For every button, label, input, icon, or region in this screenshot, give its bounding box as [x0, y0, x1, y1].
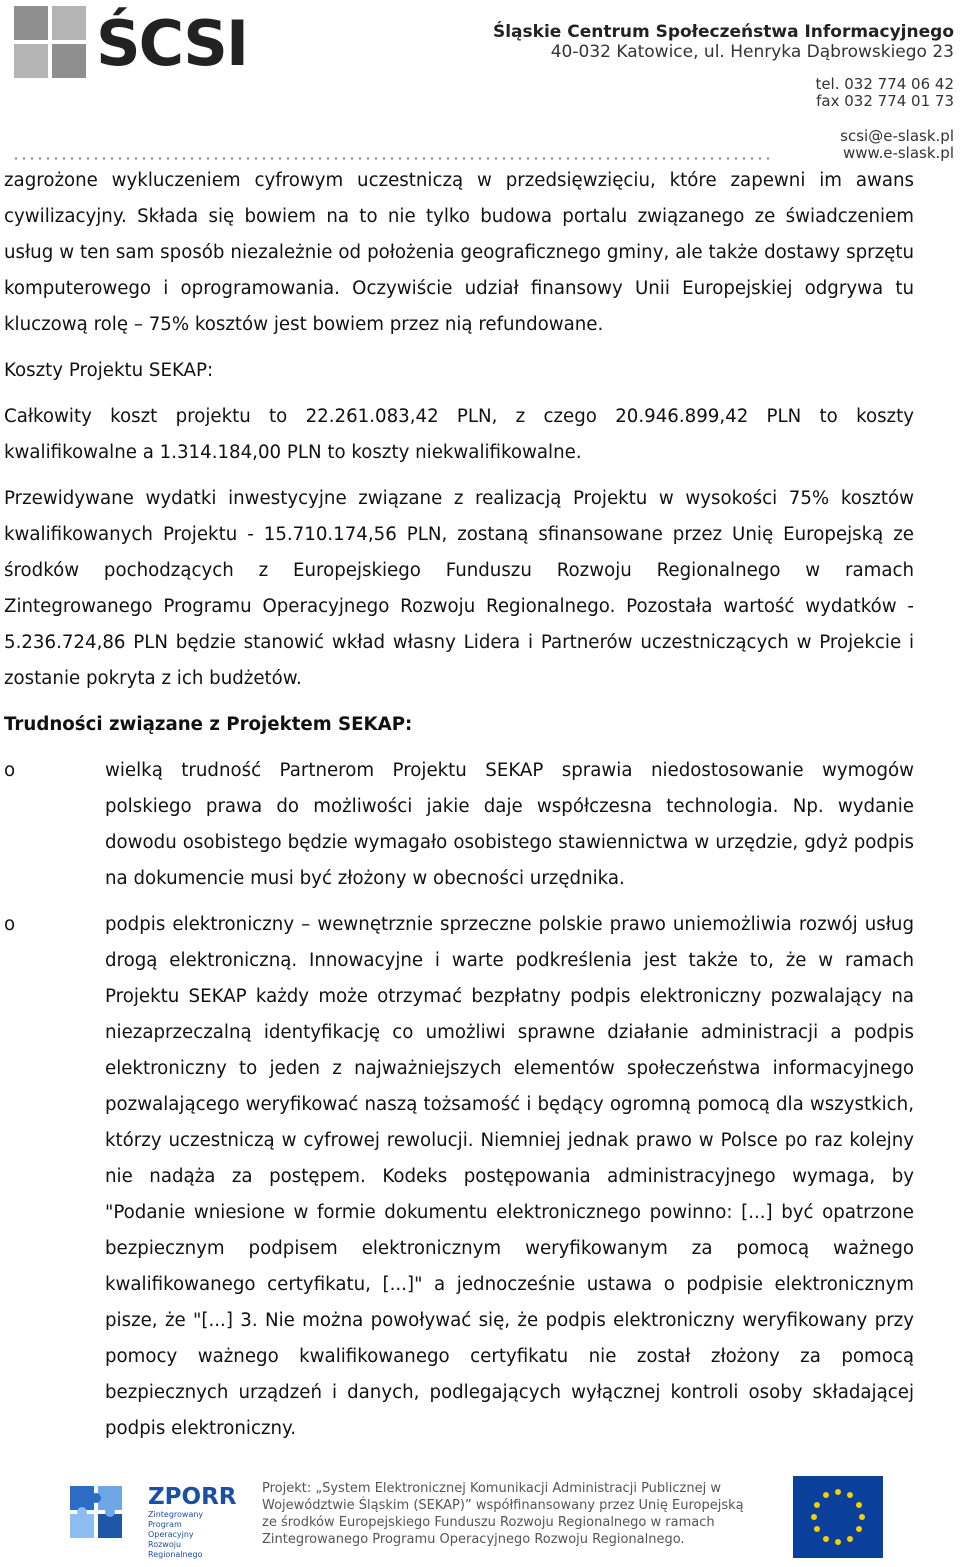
costs-heading: Koszty Projektu SEKAP:	[4, 360, 214, 381]
organization-name: Śląskie Centrum Społeczeństwa Informacyjnego	[492, 22, 954, 42]
phone-block	[815, 76, 954, 110]
list-item	[4, 753, 914, 897]
dotted-divider	[12, 157, 772, 160]
email-address[interactable]: scsi@e-slask.pl	[840, 127, 954, 145]
zporr-title: ZPORR	[148, 1484, 237, 1510]
zporr-subtitle: Zintegrowany Program Operacyjny Rozwoju Regionalnego	[148, 1510, 204, 1559]
organization-block	[493, 22, 954, 62]
list-item	[4, 907, 914, 1447]
scsi-logo-icon	[14, 6, 88, 80]
web-block	[840, 128, 954, 162]
phone-number: tel. 032 774 06 42	[815, 75, 954, 93]
eu-flag-icon	[793, 1476, 883, 1558]
letterhead	[0, 0, 960, 165]
puzzle-logo-icon	[66, 1480, 128, 1550]
organization-address: 40-032 Katowice, ul. Henryka Dąbrowskiego 23	[550, 42, 954, 62]
footer	[0, 1470, 960, 1567]
document-body	[4, 163, 914, 1457]
list-item-text: podpis elektroniczny – wewnętrznie sprzeczne polskie prawo uniemożliwia rozwój usług drogą elektroniczną. Innowacyjne i warte podkreślenia jest także to, że w ramach Projektu SEKAP każdy może otrzymać bezpłatny podpis elektroniczny pozwalający na niezaprzeczalną identyfikację co umożliwi sprawne działanie administracji a podpis elektroniczny to jeden z najważniejszych elementów społeczeństwa informacyjnego pozwalającego weryfikować naszą tożsamość i będący ogromną pomocą dla wszystkich, którzy uczestniczą w cyfrowej rewolucji. Niemniej jednak prawo w Polsce po raz kolejny nie nadąża za postępem. Kodeks postępowania administracyjnego wymaga, by "Podanie wniesione w formie dokumentu elektronicznego powinno: [...] być opatrzone bezpiecznym podpisem elektronicznym weryfikowanym za pomocą ważnego kwalifikowanego certyfikatu, [...]" a jednocześnie ustawa o podpisie elektronicznym pisze, że "[...] 3. Nie można powoływać się, że podpis elektroniczny weryfikowany przy pomocy ważnego kwalifikowanego certyfikatu nie został złożony za pomocą bezpiecznych urządzeń i danych, podlegających wyłącznej kontroli osoby składającej podpis elektroniczny.	[105, 914, 914, 1439]
bullet-icon: o	[4, 760, 16, 781]
total-cost-paragraph: Całkowity koszt projektu to 22.261.083,42 PLN, z czego 20.946.899,42 PLN to koszty kwalifikowalne a 1.314.184,00 PLN to koszty niekwalifikowalne.	[4, 406, 914, 463]
intro-paragraph: zagrożone wykluczeniem cyfrowym uczestniczą w przedsięwzięciu, które zapewni im awans cywilizacyjny. Składa się bowiem na to nie tylko budowa portalu związanego ze świadczeniem usług w ten sam sposób niezależnie od położenia geograficznego gminy, ale także dostawy sprzętu komputerowego i oprogramowania. Oczywiście udział finansowy Unii Europejskiej odgrywa tu kluczową rolę – 75% kosztów jest bowiem przez nią refundowane.	[4, 170, 914, 335]
zporr-logo	[148, 1484, 237, 1560]
website-address[interactable]: www.e-slask.pl	[843, 144, 954, 162]
list-item-text: wielką trudność Partnerom Projektu SEKAP sprawia niedostosowanie wymogów polskiego prawa do możliwości jakie daje współczesna technologia. Np. wydanie dowodu osobistego będzie wymagało osobistego stawiennictwa w urzędzie, gdyż podpis na dokumencie musi być złożony w obecności urzędnika.	[105, 760, 914, 889]
funding-paragraph: Przewidywane wydatki inwestycyjne związane z realizacją Projektu w wysokości 75% kosztów kwalifikowanych Projektu - 15.710.174,56 PLN, zostaną sfinansowane przez Unię Europejską ze środków pochodzących z Europejskiego Funduszu Rozwoju Regionalnego w ramach Zintegrowanego Programu Operacyjnego Rozwoju Regionalnego. Pozostała wartość wydatków - 5.236.724,86 PLN będzie stanowić wkład własny Lidera i Partnerów uczestniczących w Projekcie i zostanie pokryta z ich budżetów.	[4, 488, 914, 689]
bullet-icon: o	[4, 914, 16, 935]
difficulties-heading: Trudności związane z Projektem SEKAP:	[4, 714, 413, 735]
fax-number: fax 032 774 01 73	[816, 92, 954, 110]
logo-text: ŚCSI	[96, 7, 248, 80]
difficulties-list	[4, 753, 914, 1447]
project-note: Projekt: „System Elektronicznej Komunikacji Administracji Publicznej w Województwie Śląskim (SEKAP)” współfinansowany przez Unię Europejską ze środków Europejskiego Funduszu Rozwoju Regionalnego w ramach Zintegrowanego Programu Operacyjnego Rozwoju Regionalnego.	[262, 1481, 744, 1547]
